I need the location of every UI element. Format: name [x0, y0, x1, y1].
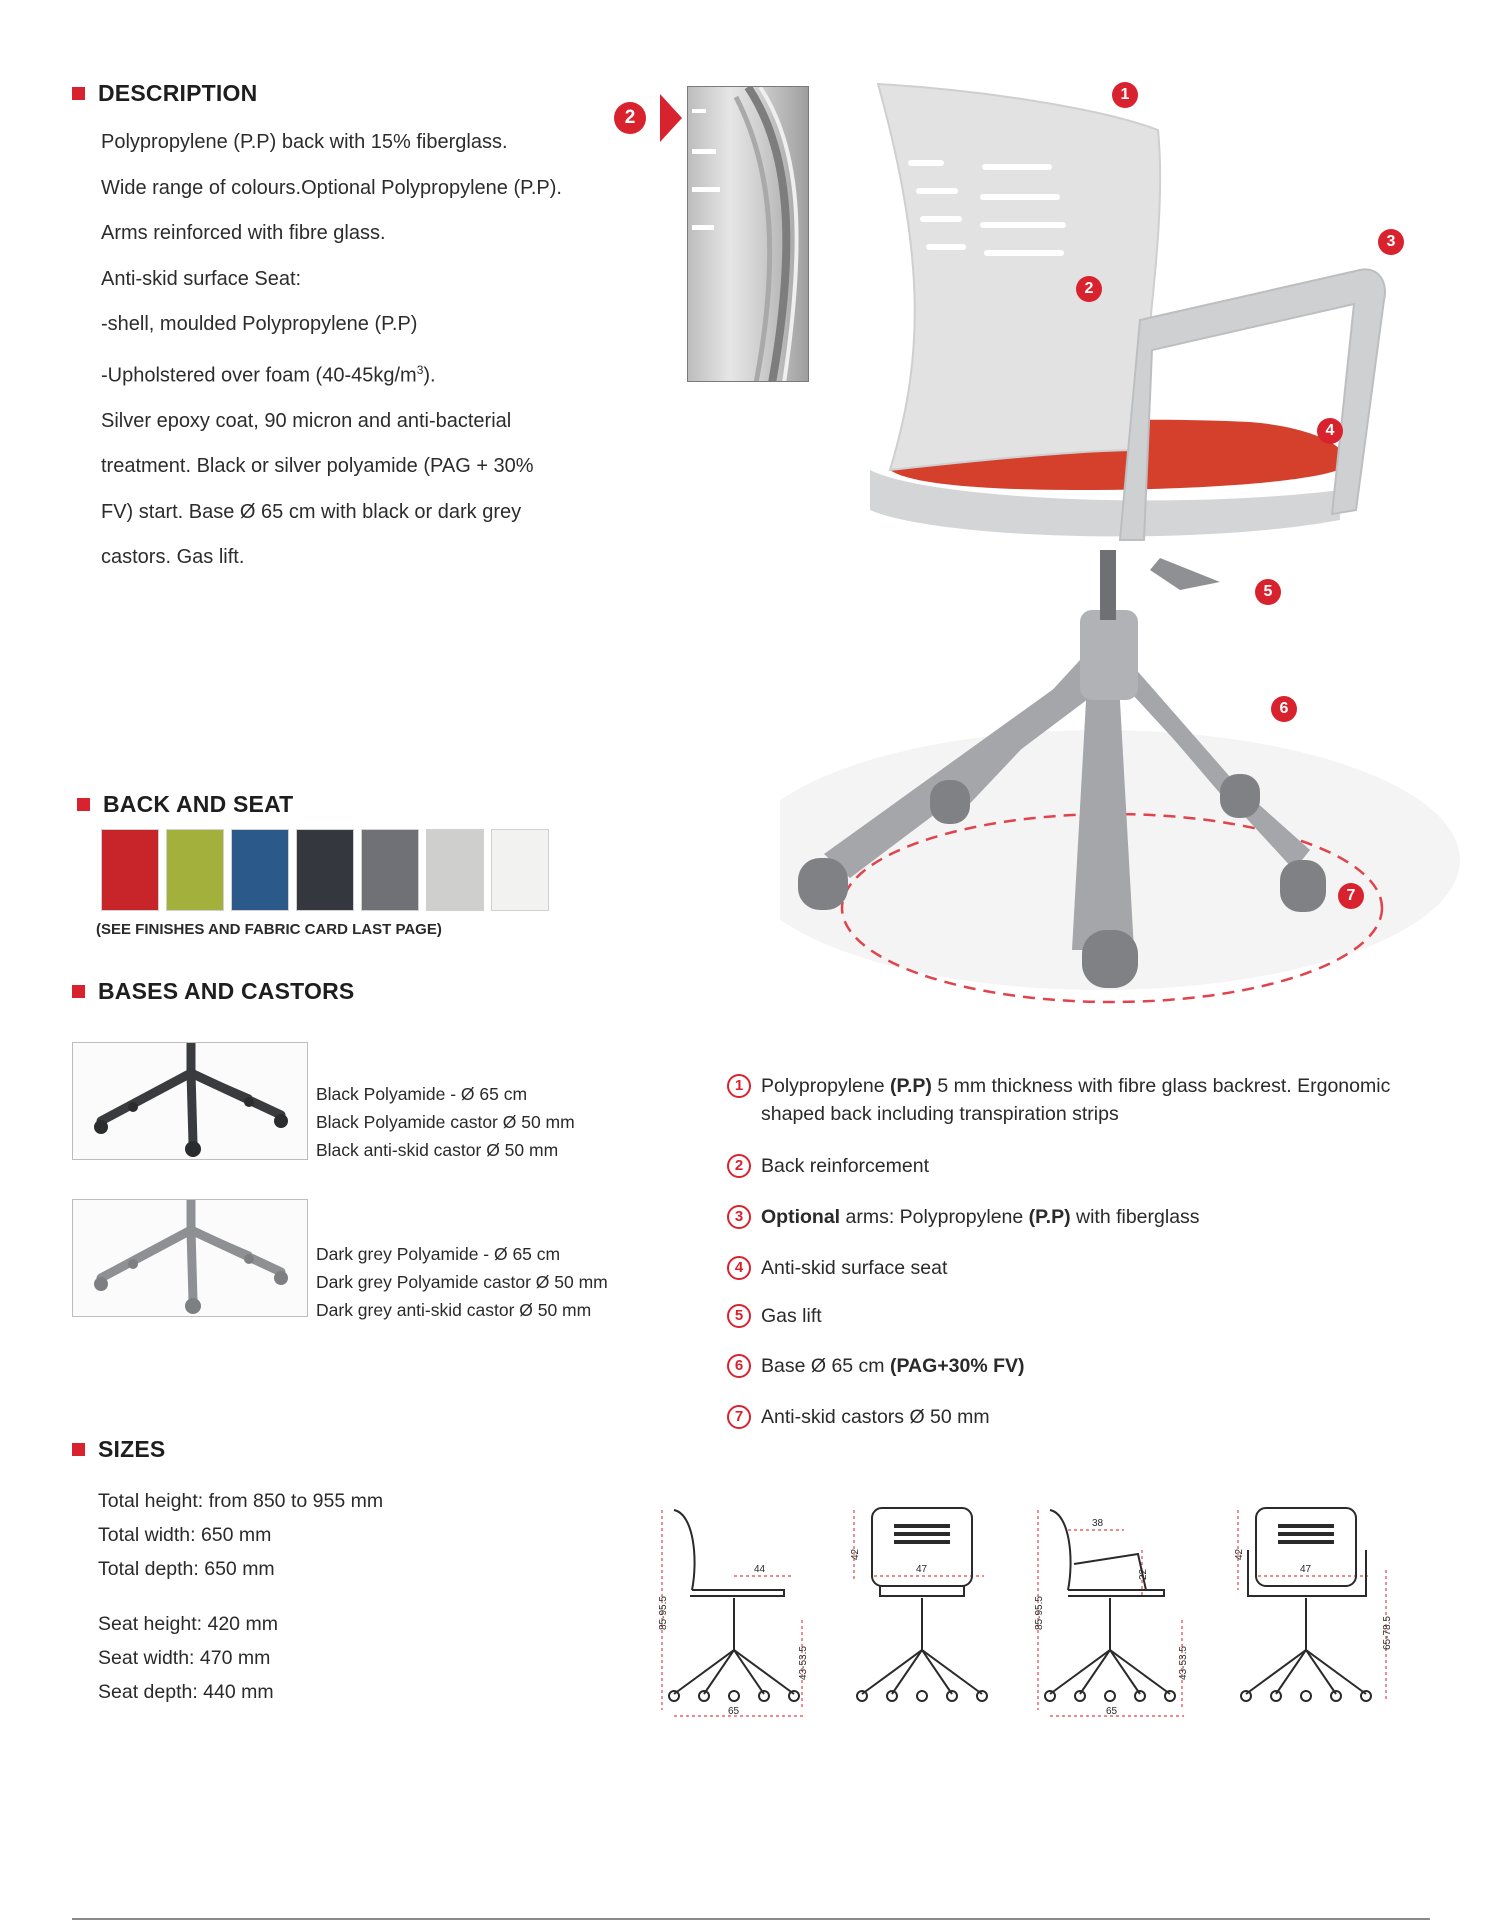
description-line: Anti-skid surface Seat:: [101, 267, 302, 290]
feature-text: Gas lift: [761, 1305, 822, 1327]
dim-label: 65-78.5: [1382, 1616, 1393, 1650]
sizes-group-seat: Seat height: 420 mm Seat width: 470 mm Seat depth: 440 mm: [98, 1613, 278, 1703]
description-heading: DESCRIPTION: [72, 80, 257, 107]
callout-marker-7: 7: [1338, 883, 1364, 909]
feature-number-icon: 7: [727, 1405, 751, 1429]
dim-label: 44: [754, 1564, 766, 1575]
dim-label: 47: [916, 1564, 928, 1575]
color-swatch: [361, 829, 419, 911]
color-swatch: [491, 829, 549, 911]
description-text: [101, 120, 597, 581]
feature-item: [727, 1403, 1447, 1431]
dim-label: 85-95.5: [658, 1596, 669, 1630]
feature-text: Polypropylene (P.P) 5 mm thickness with fibre glass backrest. Ergonomic shaped back including transpiration strips: [761, 1075, 1391, 1125]
pointer-arrow-icon: [660, 94, 682, 142]
black-base-image: [72, 1042, 308, 1160]
feature-item: [727, 1072, 1447, 1128]
dim-label: 85-95.5: [1034, 1596, 1045, 1630]
description-line: Silver epoxy coat, 90 micron and anti-bacterial: [101, 409, 512, 432]
feature-text: Anti-skid surface seat: [761, 1257, 948, 1279]
callout-marker-3: 3: [1378, 229, 1404, 255]
description-line: -Upholstered over foam $(40-45kg/m^3)$.: [101, 362, 436, 387]
feature-number-icon: 1: [727, 1074, 751, 1098]
feature-text: Optional arms: Polypropylene (P.P) with fiberglass: [761, 1206, 1200, 1228]
feature-number-icon: 4: [727, 1256, 751, 1280]
feature-text: Back reinforcement: [761, 1155, 929, 1177]
dim-label: 42: [850, 1548, 861, 1560]
description-line: FV) start. Base Ø 65 cm with black or dark grey: [101, 500, 522, 523]
description-line: treatment. Black or silver polyamide (PAG + 30%: [101, 455, 534, 478]
dim-label: 38: [1092, 1518, 1104, 1529]
dim-label: 47: [1300, 1564, 1312, 1575]
black-base-text: Black Polyamide - Ø 65 cm Black Polyamide castor Ø 50 mm Black anti-skid castor Ø 50 mm: [316, 1084, 575, 1160]
dark-grey-base-text: Dark grey Polyamide - Ø 65 cm Dark grey Polyamide castor Ø 50 mm Dark grey anti-skid castor Ø 50 mm: [316, 1244, 608, 1320]
callout-marker-1: 1: [1112, 82, 1138, 108]
dim-label: 42: [1234, 1548, 1245, 1560]
callout-marker-4: 4: [1317, 418, 1343, 444]
feature-number-icon: 6: [727, 1354, 751, 1378]
dim-label: 22: [1138, 1568, 1149, 1580]
callout-marker-6: 6: [1271, 696, 1297, 722]
feature-number-icon: 3: [727, 1205, 751, 1229]
feature-item: [727, 1302, 1447, 1330]
dim-label: 43-53.5: [1178, 1646, 1189, 1680]
feature-number-icon: 2: [727, 1154, 751, 1178]
description-line: castors. Gas lift.: [101, 546, 245, 569]
description-line: -shell, moulded Polypropylene (P.P): [101, 313, 418, 335]
callout-marker-5: 5: [1255, 579, 1281, 605]
feature-number-icon: 5: [727, 1304, 751, 1328]
dim-label: 43-53.5: [798, 1646, 809, 1680]
dim-label: 65: [1106, 1706, 1118, 1717]
callout-marker-2-detail: 2: [614, 102, 646, 134]
color-swatch: [231, 829, 289, 911]
color-swatch: [426, 829, 484, 911]
callout-marker-2: 2: [1076, 276, 1102, 302]
color-swatch: [101, 829, 159, 911]
finishes-note: (SEE FINISHES AND FABRIC CARD LAST PAGE): [96, 921, 442, 938]
feature-item: [727, 1152, 1447, 1180]
back-and-seat-heading: BACK AND SEAT: [77, 791, 293, 818]
feature-item: [727, 1254, 1447, 1282]
color-swatch: [166, 829, 224, 911]
bullet-square-icon: [72, 1443, 85, 1456]
bases-heading: BASES AND CASTORS: [72, 978, 354, 1005]
bullet-square-icon: [77, 798, 90, 811]
bullet-square-icon: [72, 87, 85, 100]
technical-drawings: [654, 1500, 1414, 1722]
footer-divider: [72, 1918, 1430, 1920]
description-line: Wide range of colours.Optional Polypropylene (P.P).: [101, 176, 562, 199]
dark-grey-base-image: [72, 1199, 308, 1317]
sizes-group-total: Total height: from 850 to 955 mm Total width: 650 mm Total depth: 650 mm: [98, 1490, 384, 1580]
dim-label: 65: [728, 1706, 740, 1717]
feature-text: Anti-skid castors Ø 50 mm: [761, 1406, 990, 1428]
feature-item: [727, 1352, 1447, 1380]
description-line: Polypropylene (P.P) back with 15% fiberglass.: [101, 131, 508, 153]
feature-text: Base Ø 65 cm (PAG+30% FV): [761, 1355, 1025, 1377]
chair-illustration: [780, 70, 1480, 1030]
color-swatch: [296, 829, 354, 911]
feature-item: [727, 1203, 1447, 1231]
sizes-heading: SIZES: [72, 1436, 165, 1463]
bullet-square-icon: [72, 985, 85, 998]
description-line: Arms reinforced with fibre glass.: [101, 222, 386, 244]
